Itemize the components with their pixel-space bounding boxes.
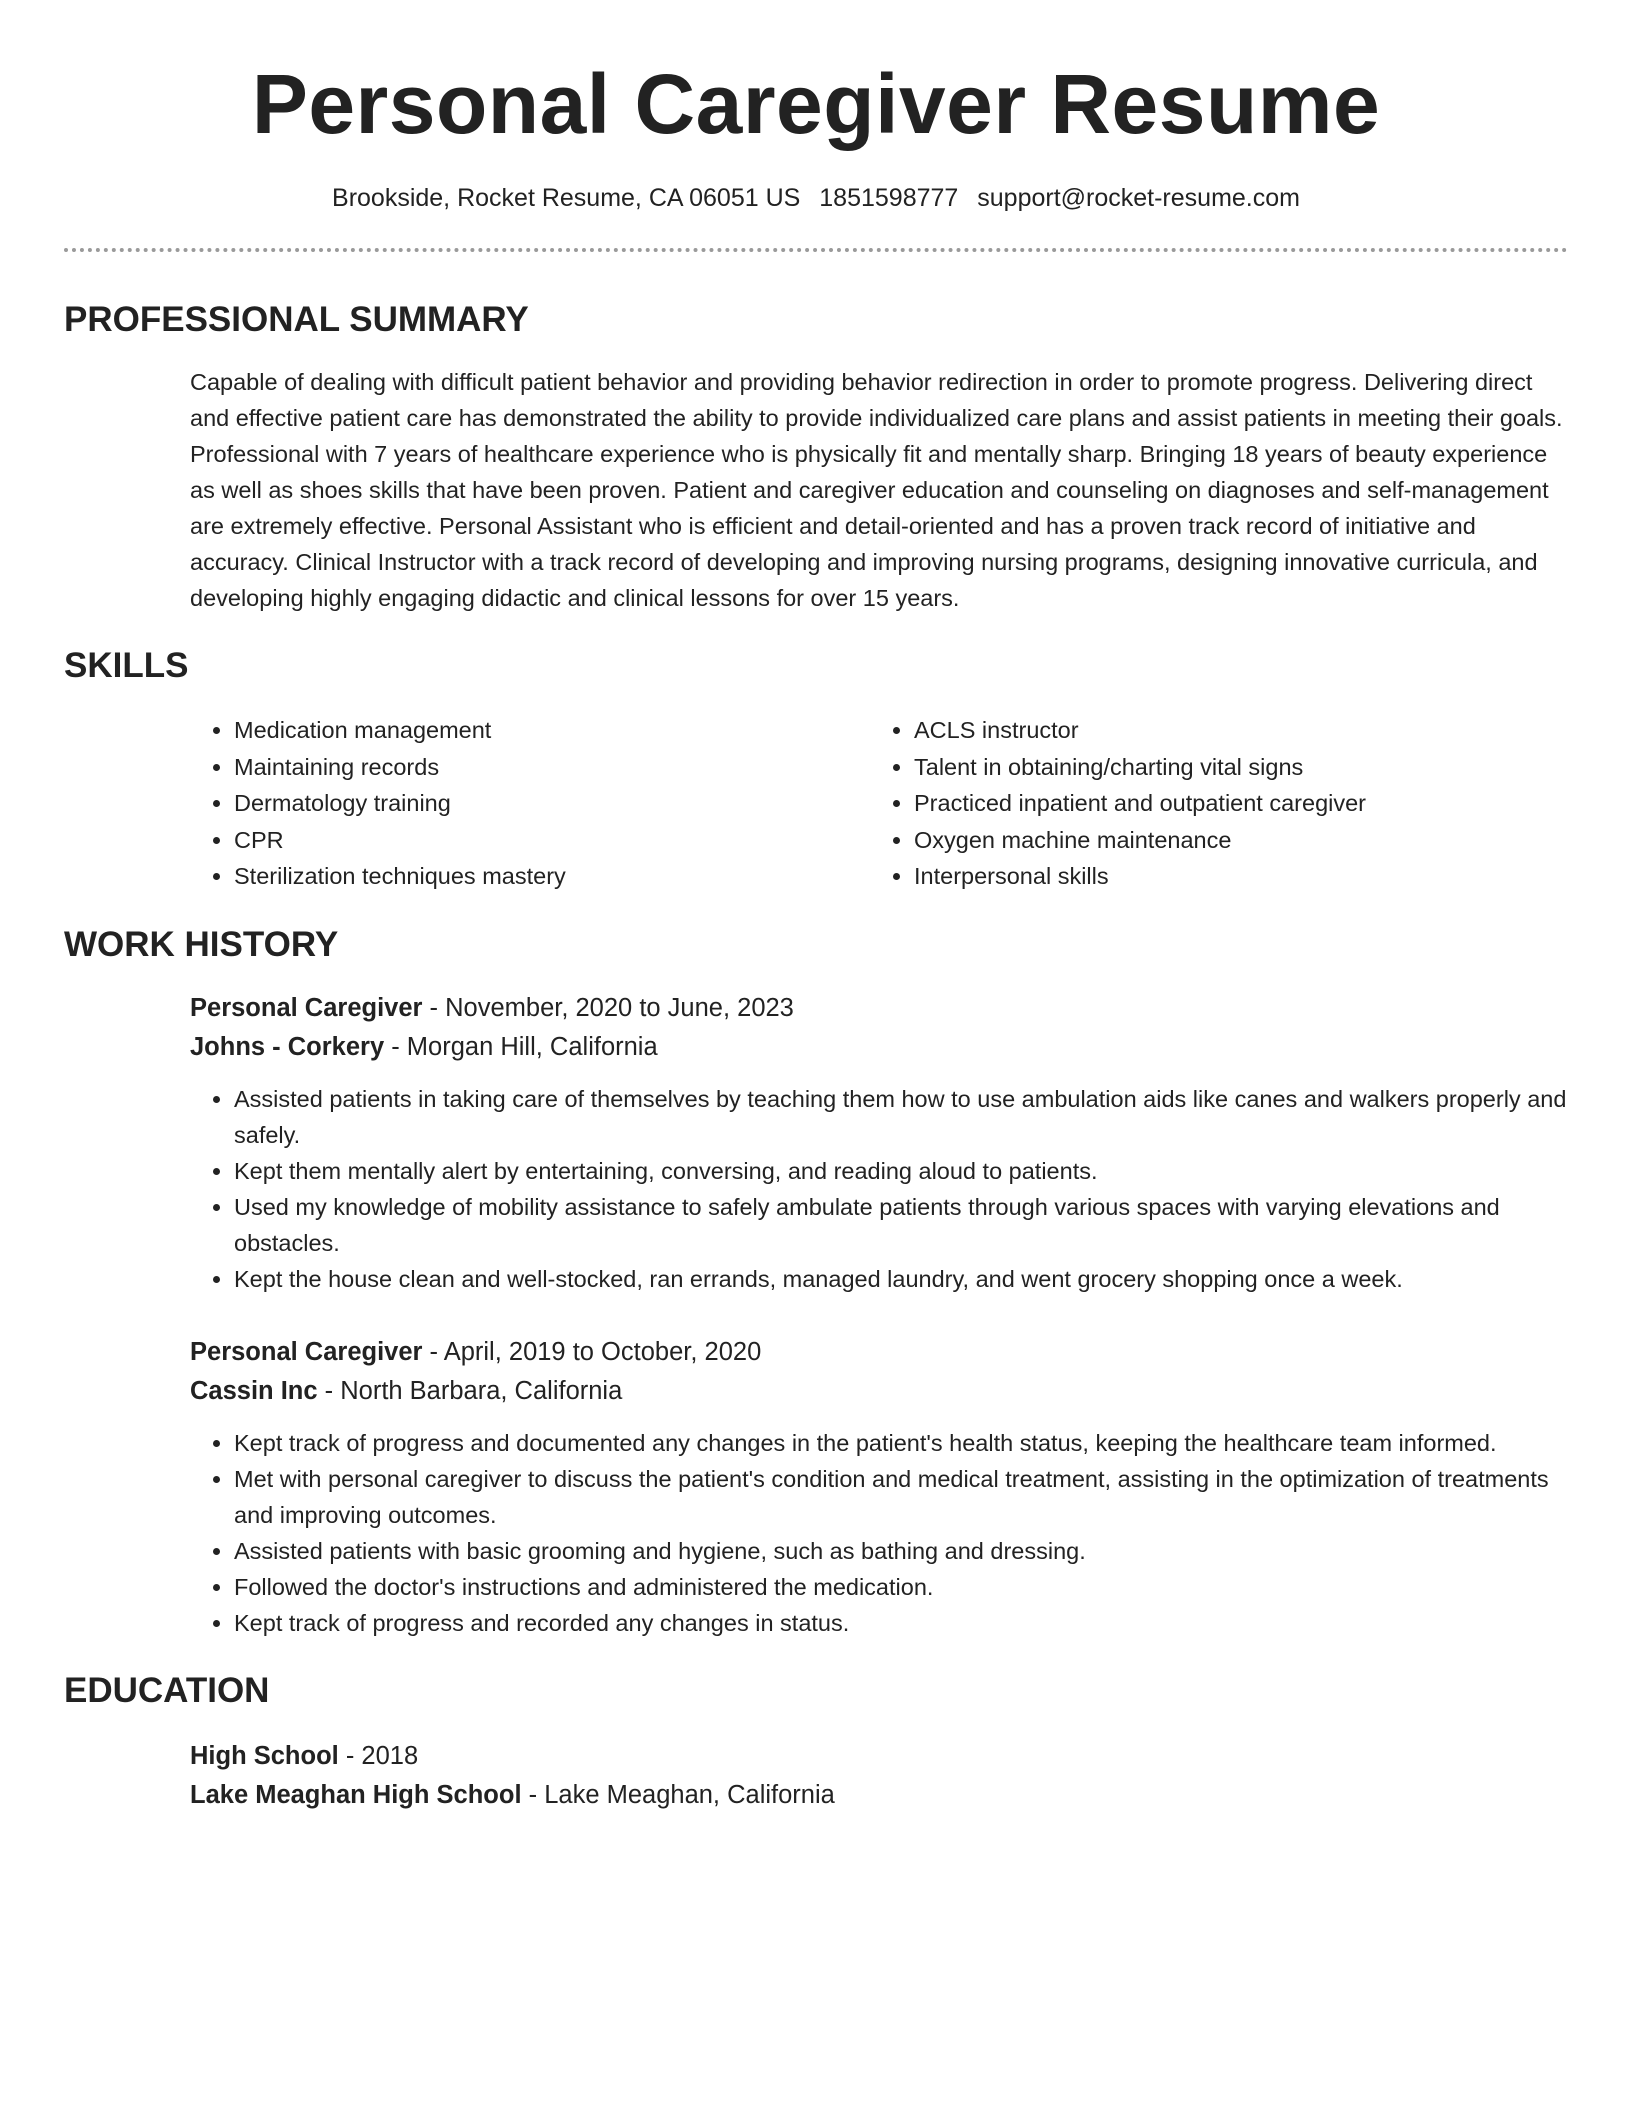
skill-item: • Interpersonal skills [914,858,1550,895]
skills-heading: SKILLS [64,646,189,685]
skills-column-right [870,712,1550,895]
resume-page [64,0,1568,1815]
summary-heading: PROFESSIONAL SUMMARY [64,300,529,339]
work-history-heading: WORK HISTORY [64,924,339,964]
contact-email: support@rocket-resume.com [977,184,1300,212]
skill-item: • Talent in obtaining/charting vital signs [914,749,1550,786]
contact-line [64,182,1568,214]
education-school-line [190,1776,1568,1815]
job-bullet: • Kept the house clean and well-stocked, ran errands, managed laundry, and went grocery shopping once a week. [234,1261,1568,1297]
header-divider [64,248,1568,252]
job-company-line [190,1372,1568,1411]
job-bullet: • Assisted patients with basic grooming and hygiene, such as bathing and dressing. [234,1533,1568,1569]
skills-column-left [190,712,870,895]
skill-item: • Maintaining records [234,749,870,786]
job-title-line [190,989,1568,1028]
job-bullet: • Kept track of progress and documented any changes in the patient's health status, keeping the healthcare team informed. [234,1425,1568,1461]
education-year: - 2018 [338,1741,419,1770]
job-bullet: • Used my knowledge of mobility assistance to safely ambulate patients through various spaces with varying elevations and obstacles. [234,1189,1568,1261]
job-dates: - April, 2019 to October, 2020 [422,1337,762,1366]
skill-item: • ACLS instructor [914,712,1550,749]
job-bullet: • Met with personal caregiver to discuss the patient's condition and medical treatment, assisting in the optimization of treatments and improving outcomes. [234,1461,1568,1533]
job-title: Personal Caregiver [190,1337,423,1366]
contact-phone: 1851598777 [819,184,959,212]
job-entry [190,989,1568,1297]
resume-title: Personal Caregiver Resume [251,57,1381,151]
job-bullets [190,1425,1568,1641]
job-bullet: • Followed the doctor's instructions and administered the medication. [234,1569,1568,1605]
job-entry [190,1333,1568,1641]
job-title: Personal Caregiver [190,993,423,1022]
skill-item: • Oxygen machine maintenance [914,822,1550,859]
education-degree: High School [190,1741,339,1770]
job-bullet: • Kept them mentally alert by entertaining, conversing, and reading aloud to patients. [234,1153,1568,1189]
skill-item: • CPR [234,822,870,859]
skill-item: • Sterilization techniques mastery [234,858,870,895]
education-entry [190,1737,1568,1815]
skill-item: • Medication management [234,712,870,749]
job-bullet: • Kept track of progress and recorded any changes in status. [234,1605,1568,1641]
skill-item: • Practiced inpatient and outpatient caregiver [914,785,1550,822]
skills-list [190,712,1568,895]
job-location: - Morgan Hill, California [384,1032,658,1061]
education-location: - Lake Meaghan, California [521,1780,835,1809]
job-title-line [190,1333,1568,1372]
job-company: Johns - Corkery [190,1032,385,1061]
job-bullets [190,1081,1568,1297]
job-company-line [190,1028,1568,1067]
education-school: Lake Meaghan High School [190,1780,522,1809]
contact-address: Brookside, Rocket Resume, CA 06051 US [332,184,801,212]
job-company: Cassin Inc [190,1376,318,1405]
job-dates: - November, 2020 to June, 2023 [422,993,794,1022]
skill-item: • Dermatology training [234,785,870,822]
job-bullet: • Assisted patients in taking care of themselves by teaching them how to use ambulation aids like canes and walkers properly and safely. [234,1081,1568,1153]
job-location: - North Barbara, California [317,1376,623,1405]
education-heading: EDUCATION [64,1670,270,1710]
summary-text: Capable of dealing with difficult patient behavior and providing behavior redirection in order to promote progress. Delivering direct and effective patient care has demonstrated the ability to provide individualized care plans and assist patients in meeting their goals. Professional with 7 years of healthcare experience who is physically fit and mentally sharp. Bringing 18 years of beauty experience as well as shoes skills that have been proven. Patient and caregiver education and counseling on diagnoses and self-management are extremely effective. Personal Assistant who is efficient and detail-oriented and has a proven track record of initiative and accuracy. Clinical Instructor with a track record of developing and improving nursing programs, designing innovative curricula, and developing highly engaging didactic and clinical lessons for over 15 years. [190,369,1563,611]
education-degree-line [190,1737,1568,1776]
